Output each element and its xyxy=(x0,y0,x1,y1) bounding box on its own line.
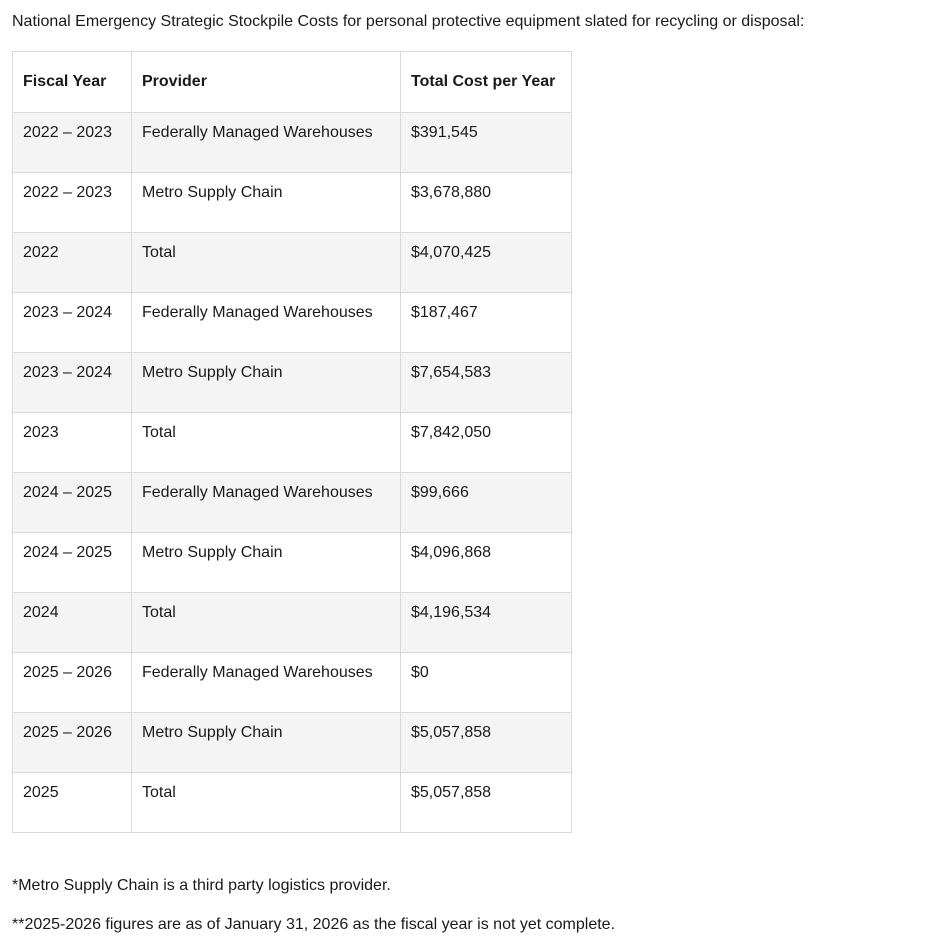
table-row xyxy=(13,353,572,413)
table-row xyxy=(13,293,572,353)
table-row xyxy=(13,713,572,773)
cell-fiscal-year: 2025 xyxy=(13,773,132,833)
cell-total-cost: $391,545 xyxy=(401,113,572,173)
cell-provider: Federally Managed Warehouses xyxy=(132,653,401,713)
cell-fiscal-year: 2024 xyxy=(13,593,132,653)
header-fiscal-year: Fiscal Year xyxy=(13,52,132,113)
cell-total-cost: $99,666 xyxy=(401,473,572,533)
table-row xyxy=(13,653,572,713)
cell-fiscal-year: 2023 – 2024 xyxy=(13,353,132,413)
cell-fiscal-year: 2022 – 2023 xyxy=(13,113,132,173)
cell-provider: Metro Supply Chain xyxy=(132,173,401,233)
table-row xyxy=(13,413,572,473)
header-total-cost: Total Cost per Year xyxy=(401,52,572,113)
cell-provider: Metro Supply Chain xyxy=(132,713,401,773)
cell-total-cost: $187,467 xyxy=(401,293,572,353)
cell-total-cost: $7,654,583 xyxy=(401,353,572,413)
cell-total-cost: $4,096,868 xyxy=(401,533,572,593)
cell-provider: Federally Managed Warehouses xyxy=(132,113,401,173)
cell-fiscal-year: 2024 – 2025 xyxy=(13,473,132,533)
footnote-fiscal-year-incomplete: **2025-2026 figures are as of January 31, 2026 as the fiscal year is not yet complete. xyxy=(12,916,616,933)
cell-provider: Metro Supply Chain xyxy=(132,533,401,593)
cell-provider: Total xyxy=(132,233,401,293)
cell-total-cost: $3,678,880 xyxy=(401,173,572,233)
cell-provider: Total xyxy=(132,773,401,833)
cell-total-cost: $4,070,425 xyxy=(401,233,572,293)
cell-fiscal-year: 2023 – 2024 xyxy=(13,293,132,353)
cell-fiscal-year: 2024 – 2025 xyxy=(13,533,132,593)
cost-table xyxy=(12,51,572,833)
intro-text: National Emergency Strategic Stockpile Costs for personal protective equipment slated for recycling or disposal: xyxy=(12,13,805,30)
cell-provider: Total xyxy=(132,413,401,473)
cell-total-cost: $4,196,534 xyxy=(401,593,572,653)
table-row xyxy=(13,593,572,653)
table-row xyxy=(13,473,572,533)
cell-provider: Total xyxy=(132,593,401,653)
table-row xyxy=(13,233,572,293)
footnote-metro-supply-chain: *Metro Supply Chain is a third party logistics provider. xyxy=(12,877,391,894)
cell-provider: Metro Supply Chain xyxy=(132,353,401,413)
cell-fiscal-year: 2025 – 2026 xyxy=(13,713,132,773)
header-provider: Provider xyxy=(132,52,401,113)
cell-total-cost: $7,842,050 xyxy=(401,413,572,473)
table-row xyxy=(13,533,572,593)
cell-provider: Federally Managed Warehouses xyxy=(132,473,401,533)
cell-total-cost: $0 xyxy=(401,653,572,713)
table-row xyxy=(13,773,572,833)
cell-fiscal-year: 2022 xyxy=(13,233,132,293)
cell-fiscal-year: 2025 – 2026 xyxy=(13,653,132,713)
cell-provider: Federally Managed Warehouses xyxy=(132,293,401,353)
cell-total-cost: $5,057,858 xyxy=(401,773,572,833)
table-header-row xyxy=(13,52,572,113)
cell-fiscal-year: 2023 xyxy=(13,413,132,473)
table-row xyxy=(13,173,572,233)
table-row xyxy=(13,113,572,173)
cell-fiscal-year: 2022 – 2023 xyxy=(13,173,132,233)
cell-total-cost: $5,057,858 xyxy=(401,713,572,773)
